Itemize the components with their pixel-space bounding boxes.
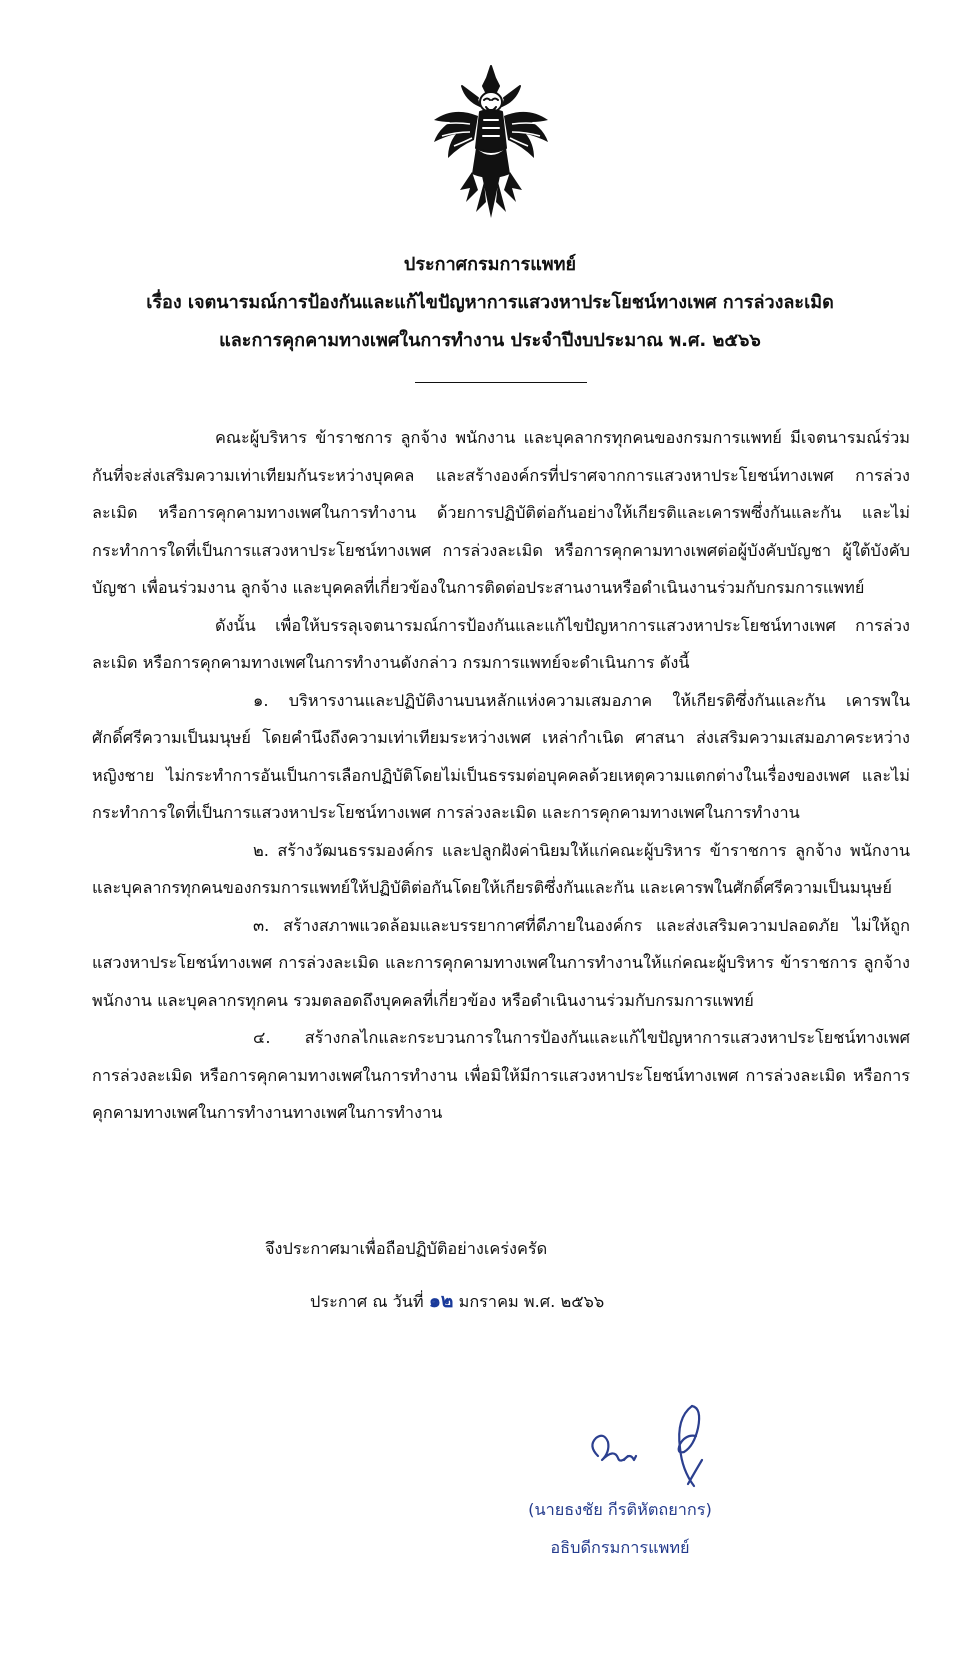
title-divider xyxy=(415,382,587,383)
garuda-emblem-icon xyxy=(426,62,556,222)
commitment-item-3: ๓. สร้างสภาพแวดล้อมและบรรยากาศที่ดีภายในองค์กร และส่งเสริมความปลอดภัย ไม่ให้ถูกแสวงหาประโยชน์ทางเพศ การล่วงละเมิด และการคุกคามทางเพศในการทำงานให้แก่คณะผู้บริหาร ข้าราชการ ลูกจ้าง พนักงาน และบุคลากรทุกคน รวมตลอดถึงบุคคลที่เกี่ยวข้อง หรือดำเนินงานร่วมกับกรมการแพทย์ xyxy=(92,915,910,1010)
handwritten-signature xyxy=(584,1400,734,1488)
therefore-paragraph: ดังนั้น เพื่อให้บรรลุเจตนารมณ์การป้องกันและแก้ไขปัญหาการแสวงหาประโยชน์ทางเพศ การล่วงละเมิด หรือการคุกคามทางเพศในการทำงานดังกล่าว กรมการแพทย์จะดำเนินการ ดังนี้ xyxy=(92,615,910,672)
announcement-title: ประกาศกรมการแพทย์ xyxy=(403,254,577,275)
date-month-year: มกราคม พ.ศ. ๒๕๖๖ xyxy=(458,1292,605,1311)
subject-line-2: และการคุกคามทางเพศในการทำงาน ประจำปีงบประมาณ พ.ศ. ๒๕๖๖ xyxy=(219,330,761,351)
announcement-body xyxy=(92,419,910,1132)
signer-position: อธิบดีกรมการแพทย์ xyxy=(550,1538,690,1557)
date-prefix: ประกาศ ณ วันที่ xyxy=(310,1292,424,1311)
subject-line-1: เรื่อง เจตนารมณ์การป้องกันและแก้ไขปัญหาการแสวงหาประโยชน์ทางเพศ การล่วงละเมิด xyxy=(146,292,834,313)
intro-paragraph: คณะผู้บริหาร ข้าราชการ ลูกจ้าง พนักงาน และบุคลากรทุกคนของกรมการแพทย์ มีเจตนารมณ์ร่วมกันที่จะส่งเสริมความเท่าเทียมกันระหว่างบุคคล และสร้างองค์กรที่ปราศจากการแสวงหาประโยชน์ทางเพศ การล่วงละเมิด หรือการคุกคามทางเพศในการทำงาน ด้วยการปฏิบัติต่อกันอย่างให้เกียรติและเคารพซึ่งกันและกัน และไม่กระทำการใดที่เป็นการแสวงหาประโยชน์ทางเพศ การล่วงละเมิด หรือการคุกคามทางเพศต่อผู้บังคับบัญชา ผู้ใต้บังคับบัญชา เพื่อนร่วมงาน ลูกจ้าง และบุคคลที่เกี่ยวข้องในการติดต่อประสานงานหรือดำเนินงานร่วมกับกรมการแพทย์ xyxy=(92,428,910,597)
date-day: ๑๒ xyxy=(428,1290,454,1312)
commitment-item-4: ๔. สร้างกลไกและกระบวนการในการป้องกันและแก้ไขปัญหาการแสวงหาประโยชน์ทางเพศ การล่วงละเมิด หรือการคุกคามทางเพศในการทำงาน เพื่อมิให้มีการแสวงหาประโยชน์ทางเพศ การล่วงละเมิด หรือการคุกคามทางเพศในการทำงานทางเพศในการทำงาน xyxy=(92,1028,910,1122)
signer-name: (นายธงชัย กีรติหัตถยากร) xyxy=(528,1500,712,1519)
commitment-item-1: ๑. บริหารงานและปฏิบัติงานบนหลักแห่งความเสมอภาค ให้เกียรติซึ่งกันและกัน เคารพในศักดิ์ศรีความเป็นมนุษย์ โดยคำนึงถึงความเท่าเทียมระหว่างเพศ เหล่ากำเนิด ศาสนา ส่งเสริมความเสมอภาคระหว่างหญิงชาย ไม่กระทำการอันเป็นการเลือกปฏิบัติโดยไม่เป็นธรรมต่อบุคคลด้วยเหตุความแตกต่างในเรื่องของเพศ และไม่กระทำการใดที่เป็นการแสวงหาประโยชน์ทางเพศ การล่วงละเมิด และการคุกคามทางเพศในการทำงาน xyxy=(92,690,910,822)
commitment-item-2: ๒. สร้างวัฒนธรรมองค์กร และปลูกฝังค่านิยมให้แก่คณะผู้บริหาร ข้าราชการ ลูกจ้าง พนักงาน และบุคลากรทุกคนของกรมการแพทย์ให้ปฏิบัติต่อกันโดยให้เกียรติซึ่งกันและกัน และเคารพในศักดิ์ศรีความเป็นมนุษย์ xyxy=(92,840,910,897)
announcement-date xyxy=(310,1286,604,1316)
closing-statement: จึงประกาศมาเพื่อถือปฏิบัติอย่างเคร่งครัด xyxy=(265,1239,548,1258)
